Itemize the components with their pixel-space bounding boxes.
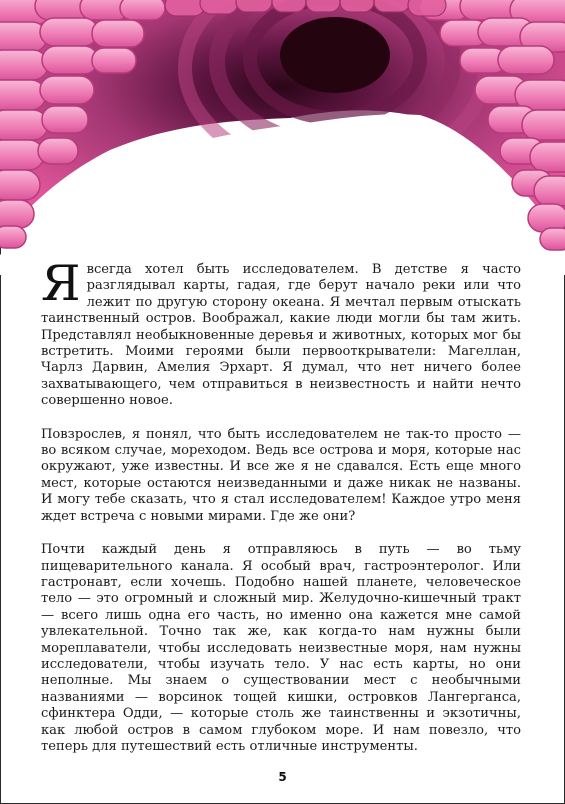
paragraph-1 <box>41 255 521 410</box>
paragraph-2: Повзрослев, я понял, что быть исследователем не так-то просто — во всяком случае, мореходом. Ведь все острова и моря, которые нас окружают, уже известны. И все же я не сдавался. Есть еще много мест, которые остаются неизведанными и даже никак не названы. И могу тебе сказать, что я стал исследователем! Каждое утро меня ждет встреча с новыми мирами. Где же они? <box>41 426 521 524</box>
intestine-tunnel-illustration <box>0 0 565 275</box>
tunnel-opening <box>280 17 390 93</box>
article-text <box>41 255 521 772</box>
drop-cap: Я <box>41 255 81 312</box>
page-number: 5 <box>278 770 287 784</box>
paragraph-1-text: всегда хотел быть исследователем. В детстве я часто разглядывал карты, гадая, где берут начало реки или что лежит по другую сторону океана. Я мечтал первым отыскать таинственный остров. Воображал, какие люди могли бы там жить. Представлял необыкновенные деревья и животных, которых мог бы встретить. Моими героями были первооткрыватели: Магеллан, Чарлз Дарвин, Амелия Эрхарт. Я думал, что нет ничего более захватывающего, чем отправиться в неизвестность и найти нечто совершенно новое. <box>41 262 521 409</box>
paragraph-3: Почти каждый день я отправляюсь в путь — во тьму пищеварительного канала. Я особый врач, гастроэнтеролог. Или гастронавт, если хочешь. Подобно нашей планете, человеческое тело — это огромный и сложный мир. Желудочно-кишечный тракт — всего лишь одна его часть, но именно она кажется мне самой увлекательной. Точно так же, как когда-то нам нужны были мореплаватели, чтобы исследовать неизвестные моря, нам нужны исследователи, чтобы изучать тело. У нас есть карты, но они неполные. Мы знаем о существовании мест с необычными названиями — ворсинок тощей кишки, островков Лангерганса, сфинктера Одди, — которые столь же таинственны и экзотичны, как любой остров в самом глубоком море. И нам повезло, что теперь для путешествий есть отличные инструменты. <box>41 542 521 754</box>
